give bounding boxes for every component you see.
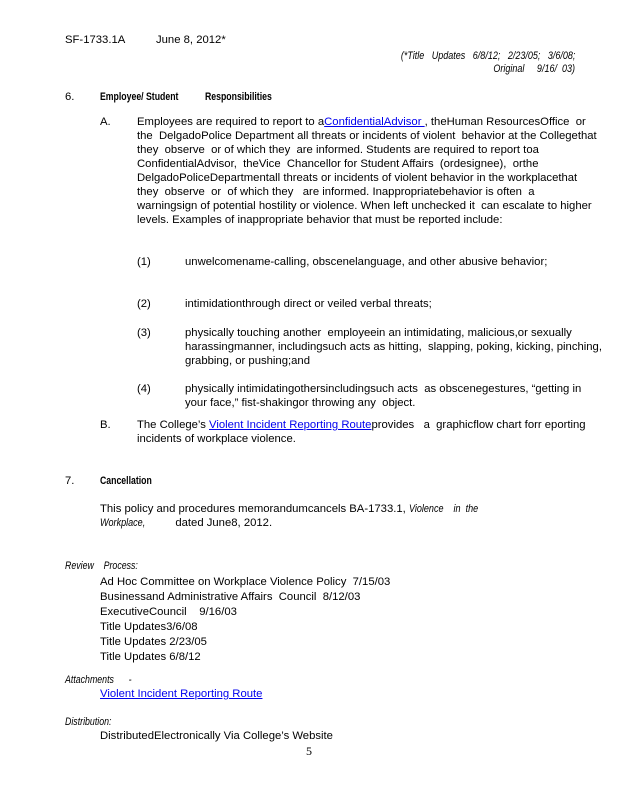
violent-incident-route-link-attachment[interactable]: Violent Incident Reporting Route (100, 688, 263, 700)
item-a-paragraph (137, 115, 603, 227)
item-a-label: A. (100, 116, 111, 128)
review-line: ExecutiveCouncil 9/16/03 (100, 606, 237, 618)
section7-line2-italic: Workplace, (100, 517, 146, 529)
attachments-label: Attachments - (65, 674, 132, 686)
violent-incident-route-link-b[interactable]: Violent Incident Reporting Route (209, 419, 372, 431)
review-process-list (100, 575, 390, 665)
confidential-advisor-link[interactable]: ConfidentialAdvisor (324, 116, 425, 128)
distribution-label: Distribution: (65, 716, 112, 728)
list-item-4-text: physically intimidatingothersincludingsuch acts as obscenegestures, “getting in your face,” fist-shakingor throwing any object. (185, 383, 585, 409)
list-item-1-text: unwelcomename-calling, obscenelanguage, and other abusive behavior; (185, 256, 548, 268)
section6-heading-part2: Responsibilities (205, 91, 272, 103)
review-line: Businessand Administrative Affairs Council 8/12/03 (100, 591, 361, 603)
distribution-line: DistributedElectronically Via College’s Website (100, 730, 333, 742)
item-b-text-before: The College’s (137, 419, 210, 431)
review-line: Title Updates 6/8/12 (100, 651, 201, 663)
section7-heading: Cancellation (100, 475, 152, 487)
item-b-text-after: provides a graphicflow chart forr eporting incidents of workplace violence. (137, 419, 589, 445)
section7-paragraph (100, 502, 570, 530)
page-number: 5 (306, 744, 312, 758)
list-item-2-text: intimidationthrough direct or veiled verbal threats; (185, 298, 432, 310)
list-item-4-number: (4) (137, 383, 151, 395)
section6-number: 6. (65, 91, 75, 103)
item-a-text-after: , theHuman ResourcesOffice or the DelgadoPolice Department all threats or incidents of violent behavior at the Collegethat they observe or of which they are informed. Students are required to report toa ConfidentialAdvisor, theVice Chancellor for Student Affairs (ordesignee), orthe DelgadoPoliceDepartmentall threats or incidents of violent behavior in the workplacethat they observe or of which they are informed. Inappropriatebehavior is often a warningsign of potential hostility or violence. When left unchecked it can escalate to higher levels. Examples of inappropriate behavior that must be reported include: (137, 116, 603, 226)
list-item-3-text: physically touching another employeein an intimidating, malicious,or sexually harassingmanner, includingsuch acts as hitting, slapping, poking, kicking, pinching, grabbing, or pushing;and (185, 327, 606, 367)
list-item-2-number: (2) (137, 298, 151, 310)
review-line: Ad Hoc Committee on Workplace Violence Policy 7/15/03 (100, 576, 391, 588)
doc-number: SF-1733.1A (65, 34, 126, 46)
list-item-1-number: (1) (137, 256, 151, 268)
section7-number: 7. (65, 475, 75, 487)
title-updates-note-line2: Original 9/16/ 03) (493, 63, 575, 75)
section7-line2-regular: dated June8, 2012. (156, 517, 273, 529)
doc-date: June 8, 2012* (156, 34, 226, 46)
review-line: Title Updates3/6/08 (100, 621, 198, 633)
item-b-label: B. (100, 419, 111, 431)
title-updates-note (280, 50, 575, 76)
attachments-link-row (100, 687, 262, 701)
item-b-paragraph (137, 418, 592, 446)
item-a-text-before: Employees are required to report to a (137, 116, 325, 128)
section6-heading-part1: Employee/ Student (100, 91, 179, 103)
review-process-label: Review Process: (65, 560, 138, 572)
section7-line1-italic: Violence in the (408, 503, 479, 515)
title-updates-note-line1: (*Title Updates 6/8/12; 2/23/05; 3/6/08; (400, 50, 575, 62)
list-item-3-number: (3) (137, 327, 151, 339)
review-line: Title Updates 2/23/05 (100, 636, 207, 648)
section7-line1-regular: This policy and procedures memorandumcancels BA-1733.1, (100, 503, 409, 515)
